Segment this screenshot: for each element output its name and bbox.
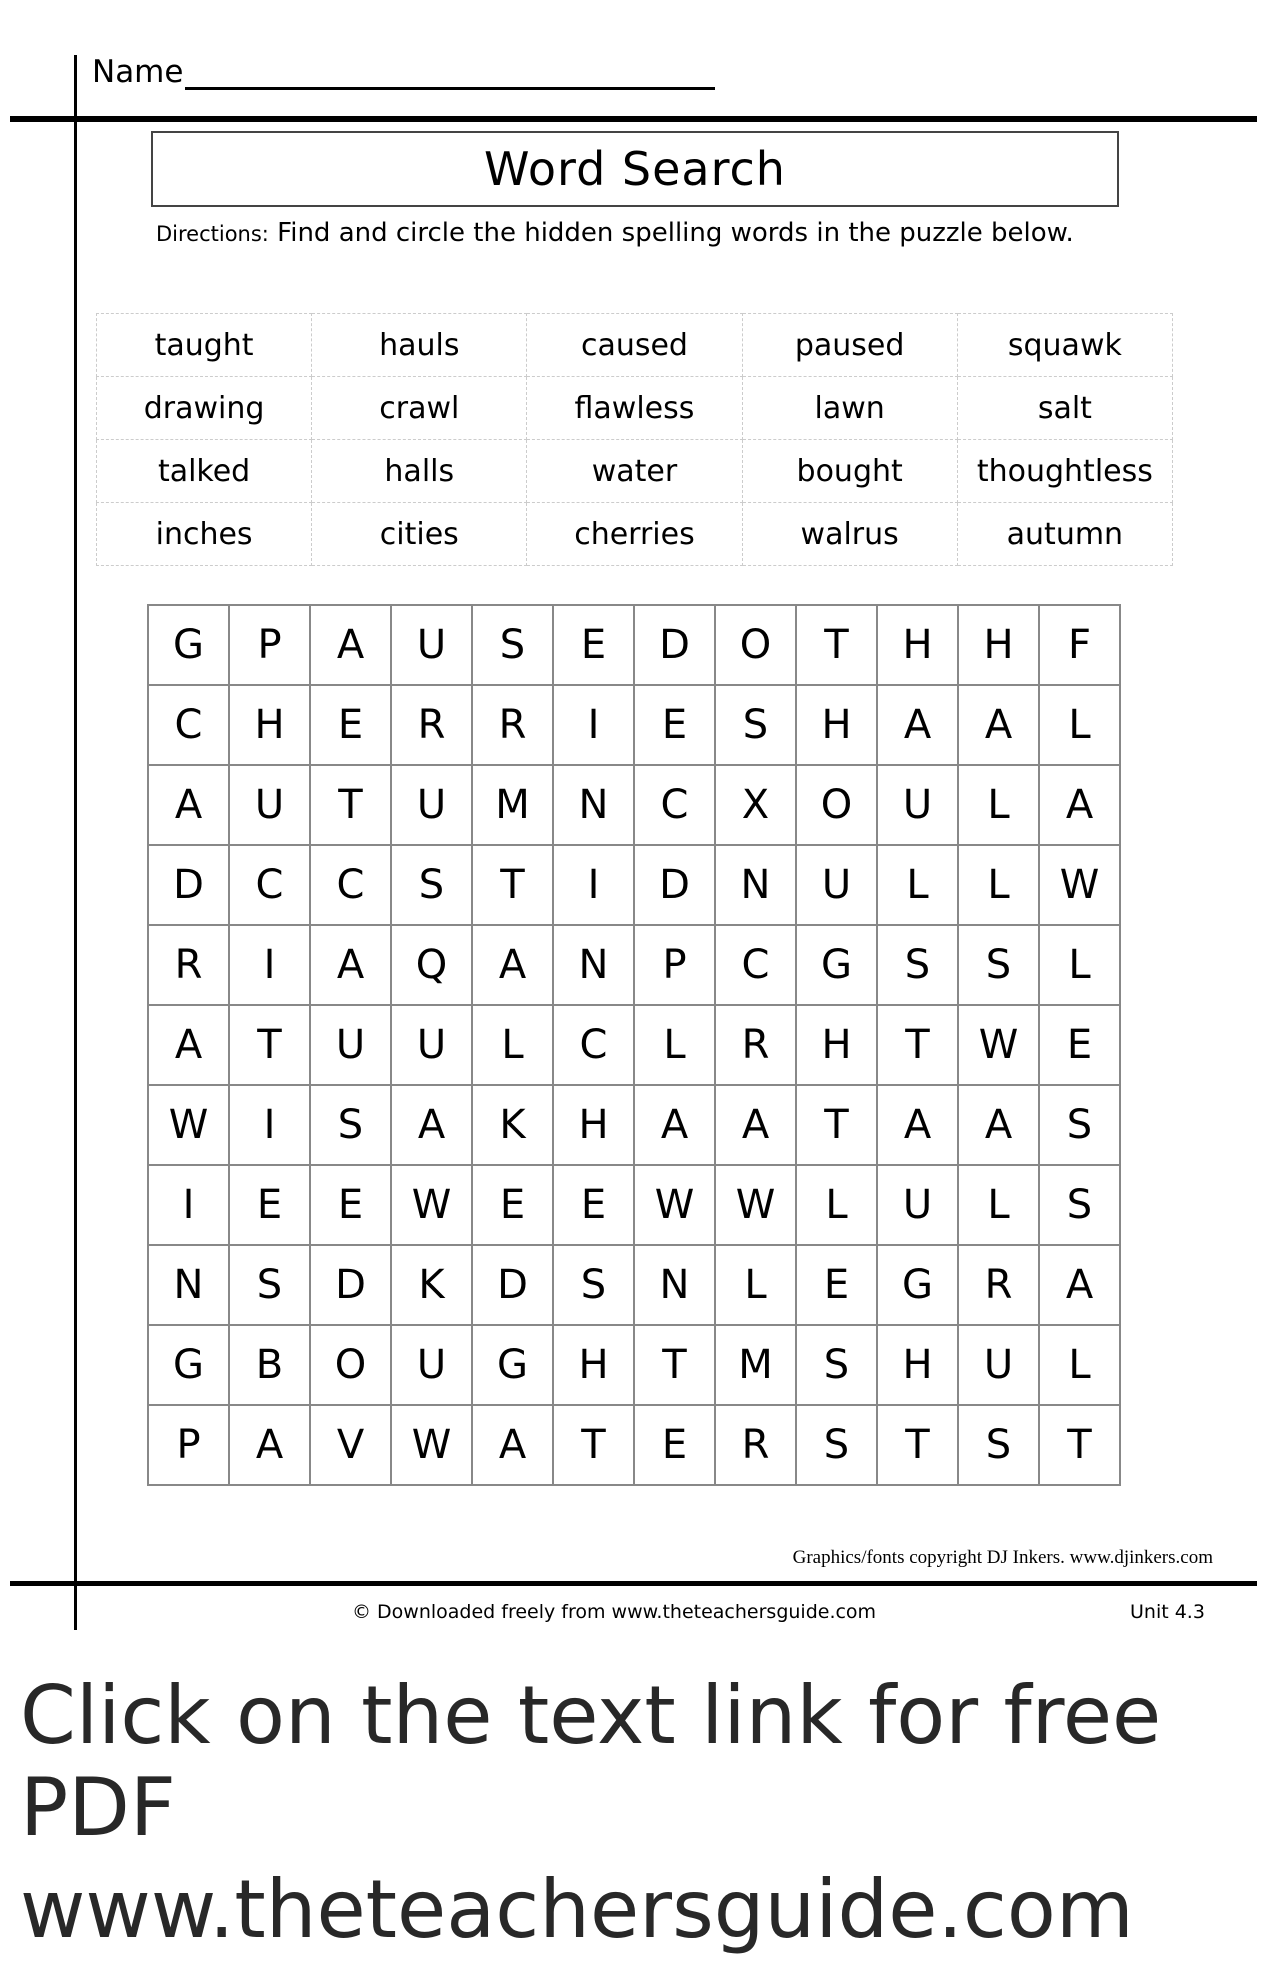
grid-cell[interactable]: K [472, 1085, 553, 1165]
word-item: thoughtless [957, 440, 1172, 503]
grid-cell[interactable]: W [391, 1405, 472, 1485]
grid-cell[interactable]: A [877, 685, 958, 765]
watermark [0, 1650, 1275, 1986]
grid-cell[interactable]: U [229, 765, 310, 845]
word-item: halls [312, 440, 527, 503]
name-field[interactable] [92, 54, 715, 90]
grid-cell[interactable]: E [310, 685, 391, 765]
grid-cell[interactable]: G [148, 1325, 229, 1405]
grid-cell[interactable]: U [391, 1325, 472, 1405]
grid-cell[interactable]: C [715, 925, 796, 1005]
word-item: salt [957, 377, 1172, 440]
grid-cell[interactable]: S [472, 605, 553, 685]
grid-cell[interactable]: S [877, 925, 958, 1005]
grid-cell[interactable]: A [958, 685, 1039, 765]
footer-text: © Downloaded freely from www.theteachersguide.com [352, 1601, 877, 1623]
grid-cell[interactable]: D [634, 845, 715, 925]
word-item: drawing [97, 377, 312, 440]
grid-cell[interactable]: A [310, 925, 391, 1005]
word-item: hauls [312, 314, 527, 377]
grid-cell[interactable]: W [391, 1165, 472, 1245]
grid-cell[interactable]: W [148, 1085, 229, 1165]
grid-cell[interactable]: A [472, 1405, 553, 1485]
grid-cell[interactable]: S [958, 1405, 1039, 1485]
grid-cell[interactable]: C [148, 685, 229, 765]
grid-cell[interactable]: E [310, 1165, 391, 1245]
grid-cell[interactable]: T [634, 1325, 715, 1405]
grid-cell[interactable]: C [310, 845, 391, 925]
grid-row [148, 1085, 1120, 1165]
grid-cell[interactable]: K [391, 1245, 472, 1325]
grid-cell[interactable]: I [553, 845, 634, 925]
grid-cell[interactable]: S [1039, 1165, 1120, 1245]
grid-cell[interactable]: R [958, 1245, 1039, 1325]
grid-cell[interactable]: E [796, 1245, 877, 1325]
grid-cell[interactable]: L [877, 845, 958, 925]
grid-cell[interactable]: S [553, 1245, 634, 1325]
grid-row [148, 1005, 1120, 1085]
grid-cell[interactable]: D [310, 1245, 391, 1325]
grid-row [148, 845, 1120, 925]
word-row [97, 503, 1173, 566]
header-divider [10, 116, 1257, 122]
grid-cell[interactable]: S [796, 1405, 877, 1485]
grid-cell[interactable]: U [877, 1165, 958, 1245]
grid-cell[interactable]: G [877, 1245, 958, 1325]
grid-cell[interactable]: R [715, 1005, 796, 1085]
grid-cell[interactable]: M [472, 765, 553, 845]
grid-cell[interactable]: G [148, 605, 229, 685]
word-item: crawl [312, 377, 527, 440]
grid-row [148, 1325, 1120, 1405]
grid-cell[interactable]: E [634, 1405, 715, 1485]
grid-cell[interactable]: L [796, 1165, 877, 1245]
grid-cell[interactable]: W [715, 1165, 796, 1245]
grid-cell[interactable]: V [310, 1405, 391, 1485]
grid-cell[interactable]: A [148, 1005, 229, 1085]
grid-cell[interactable]: A [148, 765, 229, 845]
grid-cell[interactable]: L [1039, 685, 1120, 765]
grid-cell[interactable]: I [553, 685, 634, 765]
grid-cell[interactable]: Q [391, 925, 472, 1005]
grid-cell[interactable]: I [229, 925, 310, 1005]
grid-cell[interactable]: B [229, 1325, 310, 1405]
grid-cell[interactable]: P [229, 605, 310, 685]
word-row [97, 314, 1173, 377]
grid-cell[interactable]: U [391, 605, 472, 685]
grid-cell[interactable]: R [472, 685, 553, 765]
grid-cell[interactable]: T [310, 765, 391, 845]
grid-cell[interactable]: D [148, 845, 229, 925]
grid-cell[interactable]: H [877, 605, 958, 685]
word-item: lawn [742, 377, 957, 440]
grid-row [148, 1245, 1120, 1325]
grid-cell[interactable]: U [391, 1005, 472, 1085]
grid-cell[interactable]: U [310, 1005, 391, 1085]
grid-cell[interactable]: C [634, 765, 715, 845]
grid-cell[interactable]: S [229, 1245, 310, 1325]
grid-cell[interactable]: T [472, 845, 553, 925]
grid-cell[interactable]: T [877, 1005, 958, 1085]
grid-cell[interactable]: N [148, 1245, 229, 1325]
grid-cell[interactable]: O [715, 605, 796, 685]
grid-cell[interactable]: F [1039, 605, 1120, 685]
grid-cell[interactable]: E [1039, 1005, 1120, 1085]
puzzle-grid [147, 604, 1121, 1486]
grid-cell[interactable]: T [1039, 1405, 1120, 1485]
word-item: water [527, 440, 742, 503]
word-item: caused [527, 314, 742, 377]
grid-cell[interactable]: W [1039, 845, 1120, 925]
grid-cell[interactable]: A [391, 1085, 472, 1165]
grid-cell[interactable]: U [391, 765, 472, 845]
watermark-link-text[interactable]: Click on the text link for free PDF [20, 1669, 1162, 1854]
grid-cell[interactable]: O [796, 765, 877, 845]
grid-cell[interactable]: L [715, 1245, 796, 1325]
directions-label: Directions: [156, 222, 269, 246]
grid-cell[interactable]: P [148, 1405, 229, 1485]
grid-cell[interactable]: W [958, 1005, 1039, 1085]
grid-cell[interactable]: H [796, 685, 877, 765]
grid-cell[interactable]: A [310, 605, 391, 685]
grid-cell[interactable]: T [229, 1005, 310, 1085]
grid-cell[interactable]: S [958, 925, 1039, 1005]
word-item: taught [97, 314, 312, 377]
grid-cell[interactable]: H [958, 605, 1039, 685]
grid-row [148, 685, 1120, 765]
word-item: walrus [742, 503, 957, 566]
grid-cell[interactable]: U [877, 765, 958, 845]
grid-cell[interactable]: S [391, 845, 472, 925]
grid-cell[interactable]: L [1039, 925, 1120, 1005]
word-item: flawless [527, 377, 742, 440]
word-item: squawk [957, 314, 1172, 377]
grid-cell[interactable]: N [553, 765, 634, 845]
grid-cell[interactable]: A [958, 1085, 1039, 1165]
grid-cell[interactable]: L [472, 1005, 553, 1085]
grid-cell[interactable]: L [1039, 1325, 1120, 1405]
directions [156, 218, 1074, 248]
grid-cell[interactable]: M [715, 1325, 796, 1405]
grid-cell[interactable]: I [148, 1165, 229, 1245]
grid-cell[interactable]: C [229, 845, 310, 925]
grid-cell[interactable]: A [472, 925, 553, 1005]
word-item: autumn [957, 503, 1172, 566]
grid-cell[interactable]: U [958, 1325, 1039, 1405]
grid-cell[interactable]: D [472, 1245, 553, 1325]
grid-cell[interactable]: E [553, 605, 634, 685]
grid-cell[interactable]: R [715, 1405, 796, 1485]
grid-cell[interactable]: U [796, 845, 877, 925]
grid-cell[interactable]: G [472, 1325, 553, 1405]
grid-cell[interactable]: A [1039, 1245, 1120, 1325]
watermark-url[interactable]: www.theteachersguide.com [20, 1863, 1134, 1956]
directions-text: Find and circle the hidden spelling words in the puzzle below. [277, 218, 1074, 248]
grid-cell[interactable]: L [958, 1165, 1039, 1245]
word-row [97, 440, 1173, 503]
word-row [97, 377, 1173, 440]
grid-cell[interactable]: G [796, 925, 877, 1005]
grid-cell[interactable]: T [877, 1405, 958, 1485]
grid-cell[interactable]: L [958, 765, 1039, 845]
grid-cell[interactable]: H [229, 685, 310, 765]
grid-cell[interactable]: E [229, 1165, 310, 1245]
word-list [96, 313, 1173, 566]
grid-cell[interactable]: I [229, 1085, 310, 1165]
name-blank-line[interactable] [185, 57, 715, 90]
name-label: Name [92, 54, 184, 90]
grid-cell[interactable]: X [715, 765, 796, 845]
grid-cell[interactable]: E [634, 685, 715, 765]
grid-row [148, 605, 1120, 685]
grid-cell[interactable]: E [472, 1165, 553, 1245]
word-item: bought [742, 440, 957, 503]
grid-cell[interactable]: O [310, 1325, 391, 1405]
grid-cell[interactable]: S [310, 1085, 391, 1165]
grid-cell[interactable]: N [553, 925, 634, 1005]
grid-cell[interactable]: A [715, 1085, 796, 1165]
page-title: Word Search [151, 131, 1119, 207]
grid-cell[interactable]: R [148, 925, 229, 1005]
grid-row [148, 1405, 1120, 1485]
grid-cell[interactable]: S [1039, 1085, 1120, 1165]
credit-text: Graphics/fonts copyright DJ Inkers. www.djinkers.com [792, 1547, 1213, 1568]
grid-row [148, 925, 1120, 1005]
word-item: talked [97, 440, 312, 503]
grid-cell[interactable]: S [715, 685, 796, 765]
grid-cell[interactable]: L [958, 845, 1039, 925]
footer-divider [10, 1581, 1257, 1586]
grid-cell[interactable]: A [634, 1085, 715, 1165]
word-item: cities [312, 503, 527, 566]
grid-cell[interactable]: N [715, 845, 796, 925]
grid-cell[interactable]: P [634, 925, 715, 1005]
grid-cell[interactable]: R [391, 685, 472, 765]
word-item: paused [742, 314, 957, 377]
grid-cell[interactable]: T [553, 1405, 634, 1485]
grid-cell[interactable]: H [796, 1005, 877, 1085]
word-item: cherries [527, 503, 742, 566]
grid-cell[interactable]: C [553, 1005, 634, 1085]
grid-cell[interactable]: L [634, 1005, 715, 1085]
grid-cell[interactable]: A [1039, 765, 1120, 845]
grid-cell[interactable]: N [634, 1245, 715, 1325]
grid-cell[interactable]: T [796, 1085, 877, 1165]
grid-cell[interactable]: S [796, 1325, 877, 1405]
grid-cell[interactable]: A [877, 1085, 958, 1165]
grid-cell[interactable]: H [877, 1325, 958, 1405]
unit-label: Unit 4.3 [1130, 1601, 1205, 1623]
grid-cell[interactable]: H [553, 1085, 634, 1165]
grid-cell[interactable]: A [229, 1405, 310, 1485]
grid-cell[interactable]: D [634, 605, 715, 685]
grid-cell[interactable]: T [796, 605, 877, 685]
grid-cell[interactable]: H [553, 1325, 634, 1405]
grid-row [148, 765, 1120, 845]
grid-cell[interactable]: E [553, 1165, 634, 1245]
margin-line [74, 55, 77, 1630]
grid-row [148, 1165, 1120, 1245]
word-item: inches [97, 503, 312, 566]
grid-cell[interactable]: W [634, 1165, 715, 1245]
